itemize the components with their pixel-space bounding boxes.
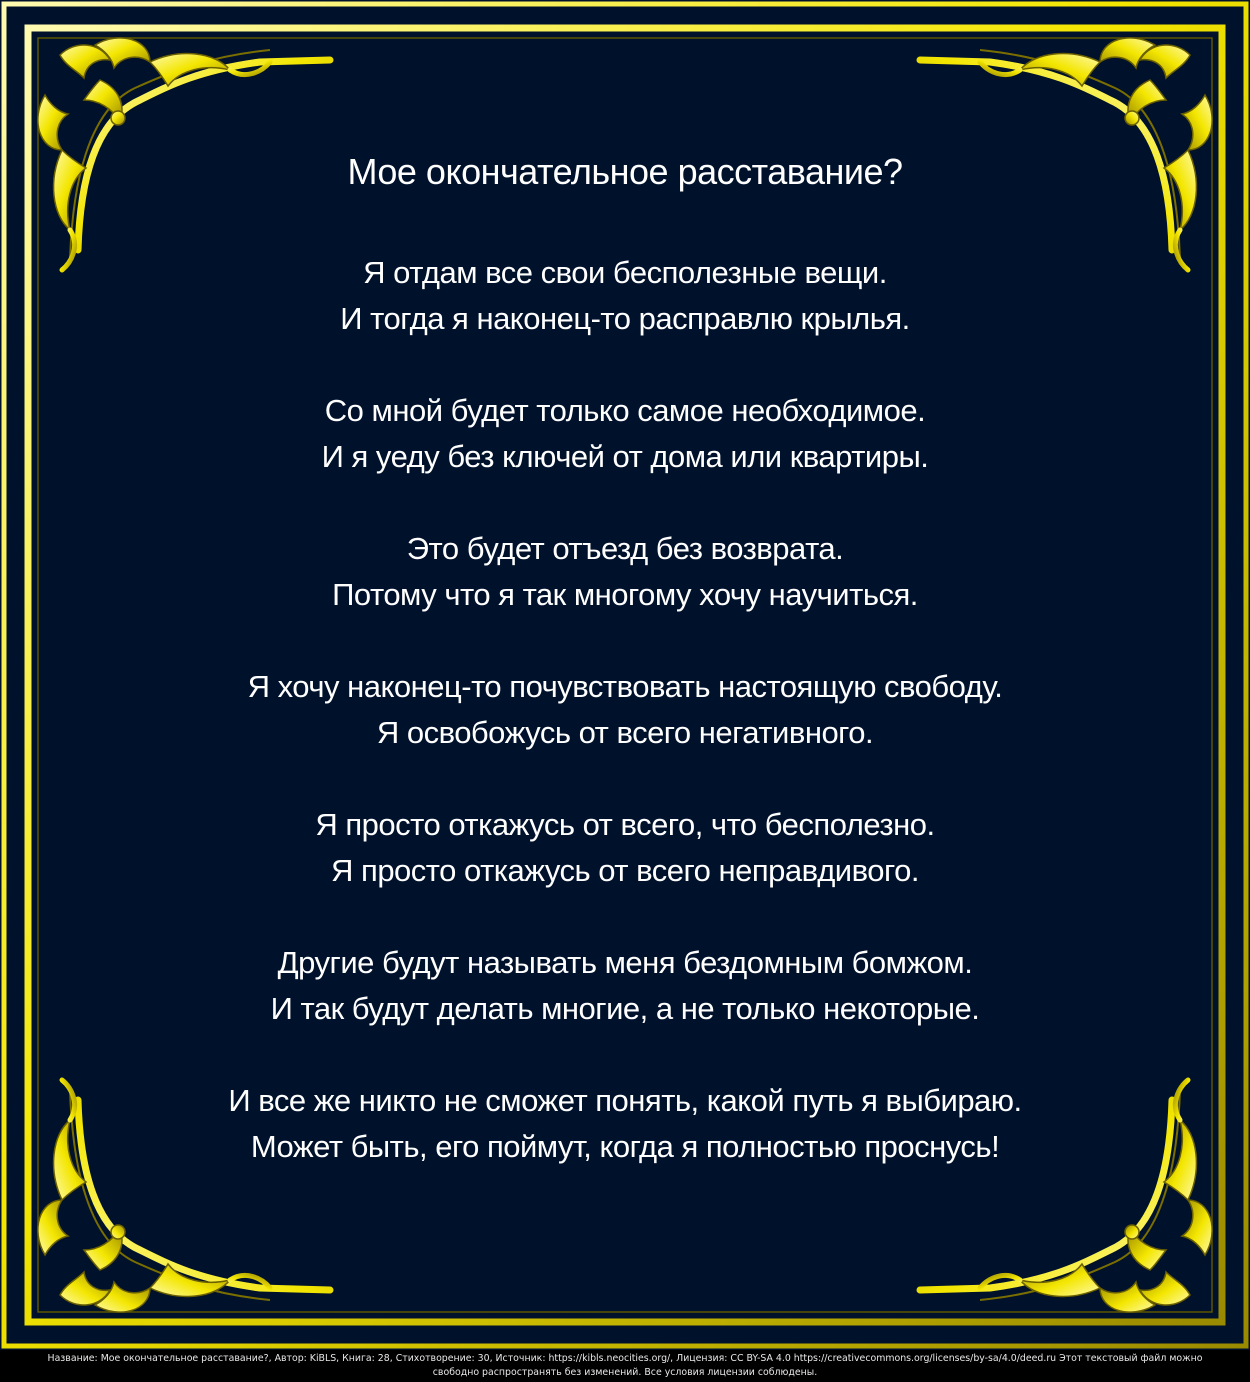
poem-title: Мое окончательное расставание? bbox=[347, 151, 903, 192]
poem-line: Потому что я так многому хочу научиться. bbox=[332, 577, 918, 612]
poem bbox=[175, 140, 1075, 1170]
poem-line: Другие будут называть меня бездомным бомжом. bbox=[277, 945, 973, 980]
poem-line: Я просто откажусь от всего неправдивого. bbox=[331, 853, 919, 888]
license-line-2: свободно распространять без изменений. Все условия лицензии соблюдены. bbox=[432, 1367, 818, 1378]
poem-line: Я просто откажусь от всего, что бесполезно. bbox=[315, 807, 935, 842]
poem-line: И тогда я наконец-то расправлю крылья. bbox=[340, 301, 910, 336]
poem-line: Может быть, его поймут, когда я полностью проснусь! bbox=[250, 1129, 1000, 1164]
stanza-1 bbox=[175, 250, 1075, 342]
stanza-3 bbox=[175, 526, 1075, 618]
stanza-5 bbox=[175, 802, 1075, 894]
poem-line: Я отдам все свои бесполезные вещи. bbox=[363, 255, 887, 290]
poem-line: И все же никто не сможет понять, какой путь я выбираю. bbox=[228, 1083, 1022, 1118]
poem-line: И так будут делать многие, а не только некоторые. bbox=[270, 991, 980, 1026]
license-footer bbox=[0, 1350, 1250, 1382]
stanza-4 bbox=[175, 664, 1075, 756]
poem-line: Я освобожусь от всего негативного. bbox=[376, 715, 874, 750]
poem-line: Я хочу наконец-то почувствовать настоящую свободу. bbox=[247, 669, 1003, 704]
poem-line: Это будет отъезд без возврата. bbox=[406, 531, 844, 566]
stanza-7 bbox=[175, 1078, 1075, 1170]
license-line-1: Название: Мое окончательное расставание?, Автор: KiBLS, Книга: 28, Стихотворение: 30, Источник: https://kibls.neocities.org/, Лицензия: CC BY-SA 4.0 https://creativecommons.org/licenses/by-sa/4.0/deed.ru Этот текстовый файл можно bbox=[47, 1353, 1203, 1364]
stanza-2 bbox=[175, 388, 1075, 480]
poem-line: И я уеду без ключей от дома или квартиры. bbox=[321, 439, 929, 474]
stanza-6 bbox=[175, 940, 1075, 1032]
poem-line: Со мной будет только самое необходимое. bbox=[324, 393, 926, 428]
